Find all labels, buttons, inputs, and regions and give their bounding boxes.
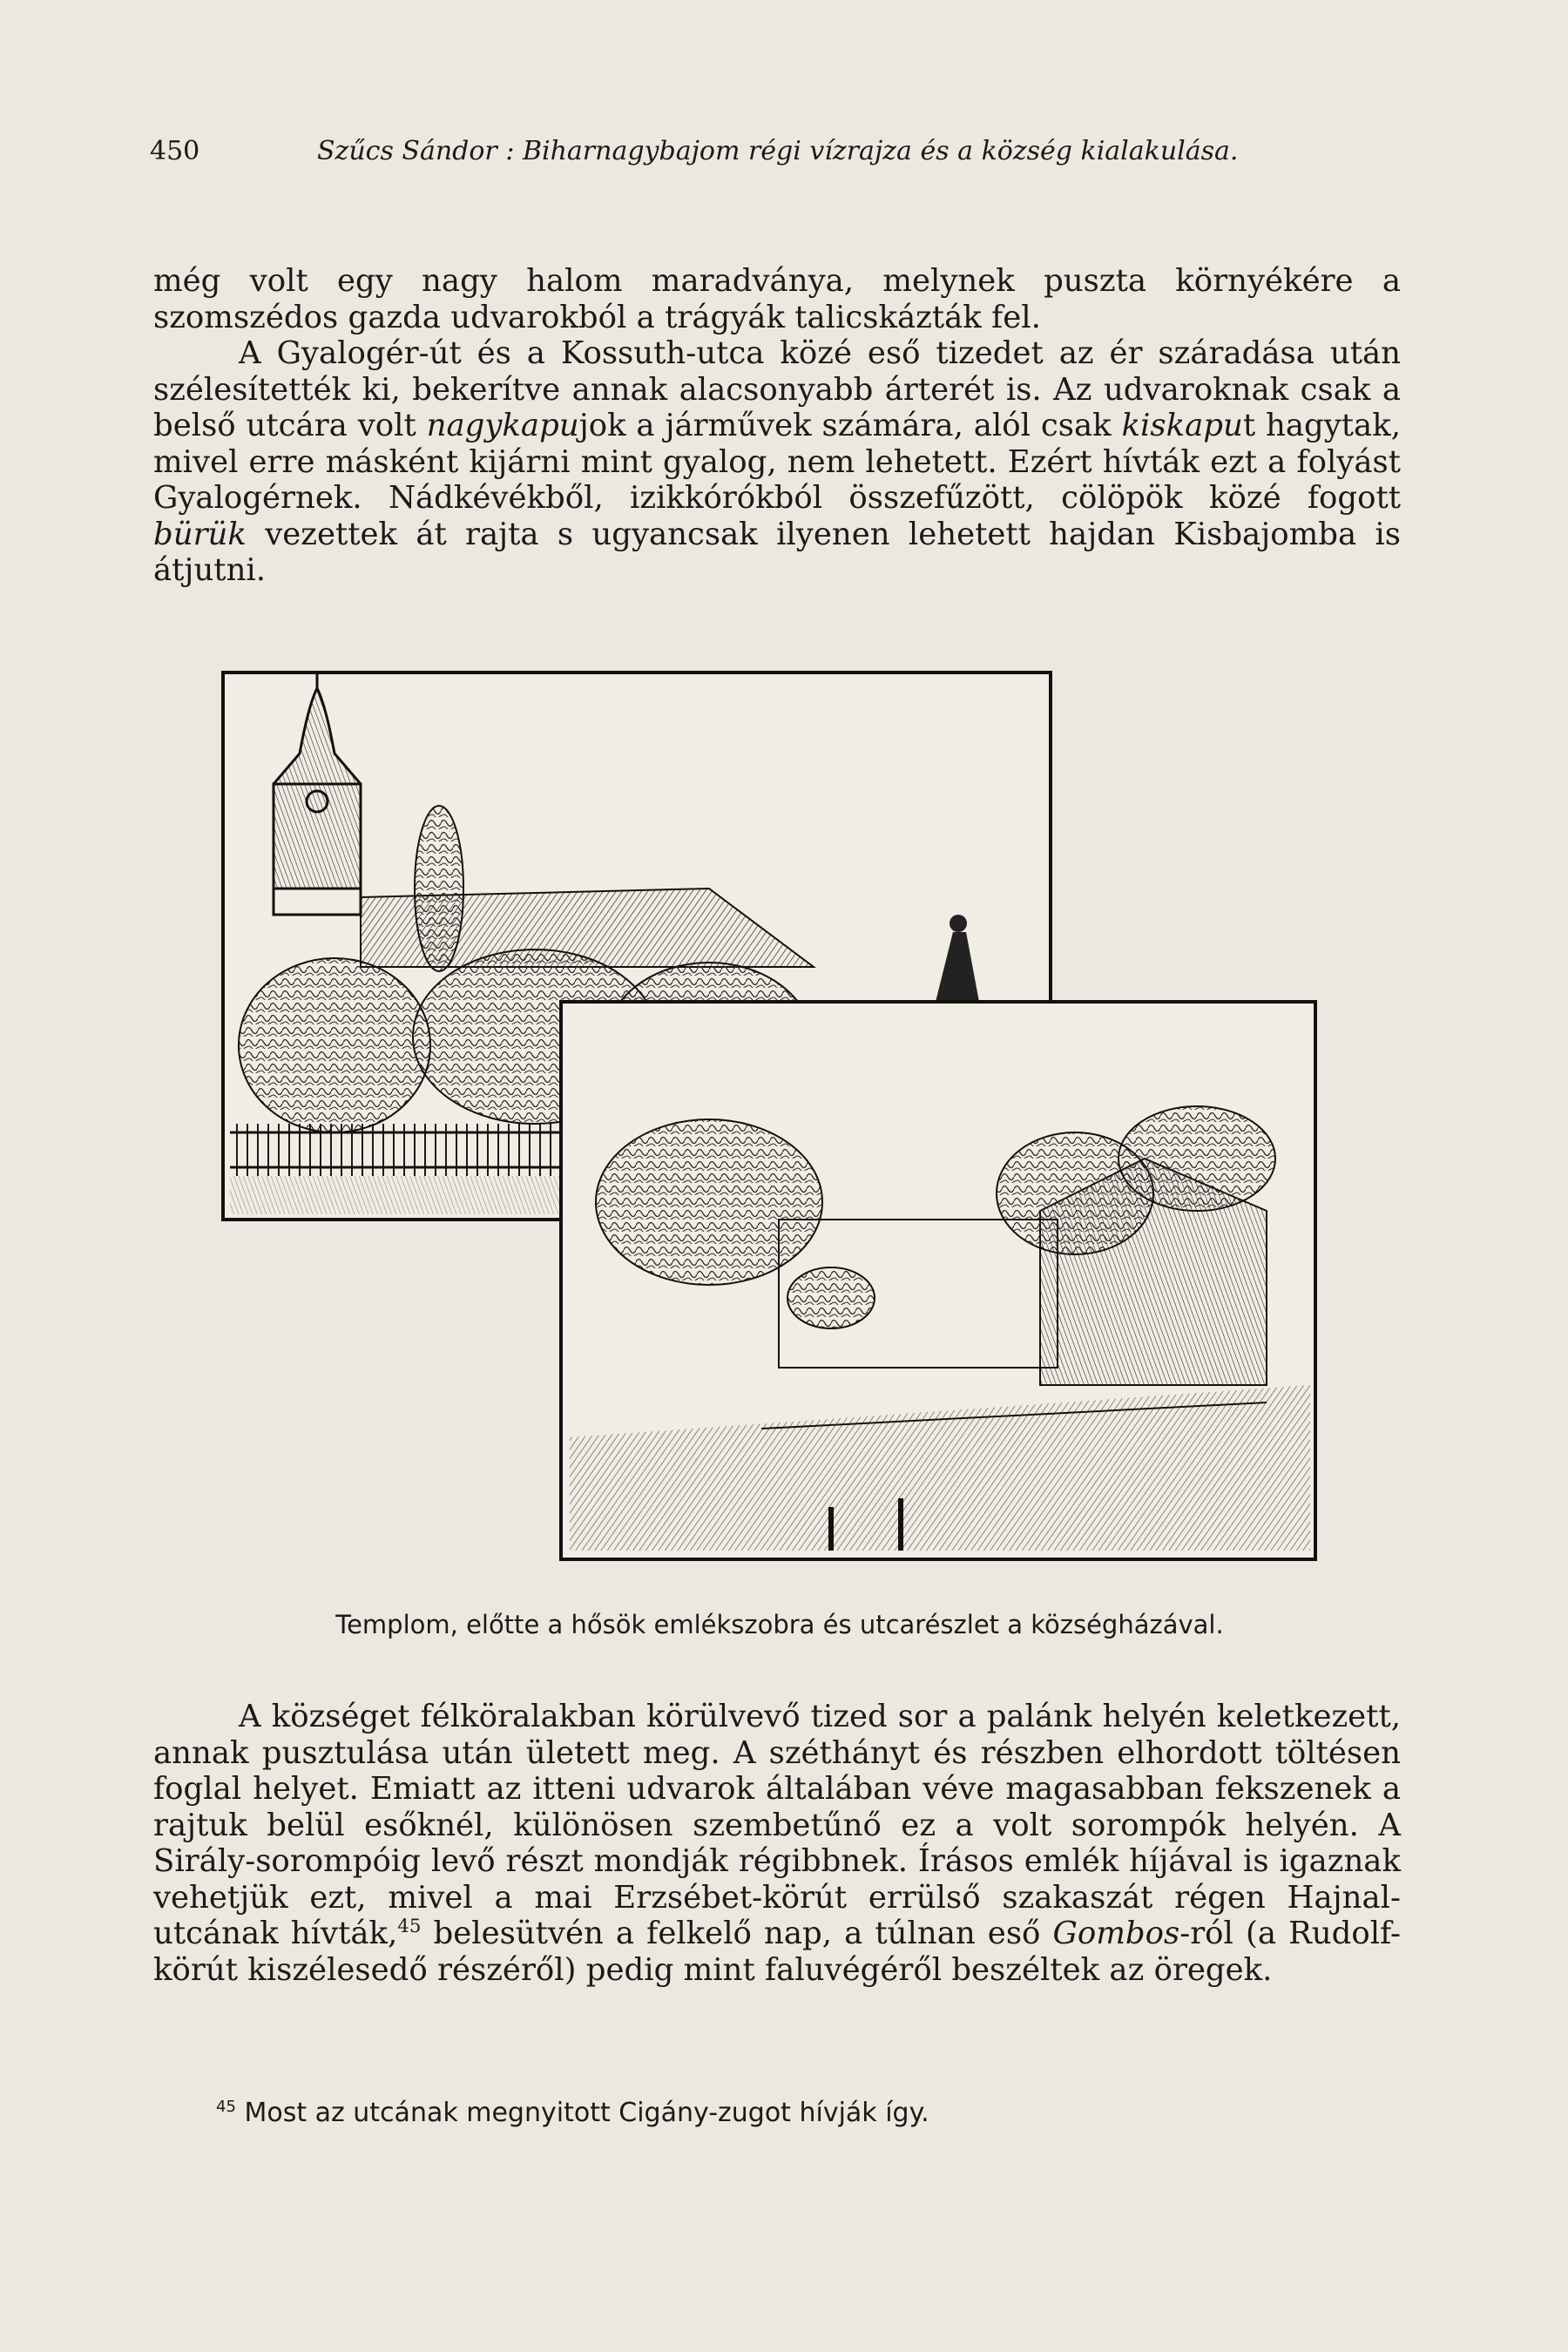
- footnote-reference[interactable]: 45: [397, 1916, 422, 1938]
- figure-caption: Templom, előtte a hősök emlékszobra és utcarészlet a községházával.: [335, 1610, 1224, 1639]
- illustration: [221, 671, 1319, 1568]
- paragraph-1-text-c: t hagytak, mivel erre másként kijárni mint gyalog, nem lehetett. Ezért hívták ezt a folyást Gyalogérnek. Nádkévékből, izikkórókból összefűzött, cölöpök közé fogott: [153, 408, 1401, 516]
- term-buruk: bürük: [153, 516, 247, 552]
- paragraph-1: [153, 263, 1401, 589]
- paragraph-2-body: [153, 1699, 1401, 1988]
- footnote-number: 45: [216, 2098, 236, 2116]
- paragraph-2: [153, 1699, 1401, 1988]
- paragraph-2-text-c: -ról (a Rudolf-körút kiszélesedő részéről) pedig mint faluvégéről beszéltek az öregek.: [153, 1916, 1401, 1988]
- paragraph-1-line1: még volt egy nagy halom maradványa, melynek puszta környékére a szomszédos gazda udvarokból a trágyák talicskázták fel.: [153, 263, 1401, 335]
- footnote-text: Most az utcának megnyitott Cigány-zugot hívják így.: [244, 2098, 929, 2128]
- term-gombos: Gombos: [1052, 1916, 1180, 1951]
- paragraph-1-text-a: A Gyalogér-út és a Kossuth-utca közé eső tizedet az ér száradása után szélesítették ki, bekerítve annak alacsonyabb árterét is. Az udvaroknak csak a belső utcára volt: [153, 335, 1401, 443]
- term-nagykapu: nagykapu: [426, 408, 579, 443]
- running-title: Szűcs Sándor : Biharnagybajom régi vízrajza és a község kialakulása.: [317, 136, 1239, 166]
- paragraph-1-text-b: jok a járművek számára, alól csak: [578, 408, 1122, 443]
- paragraph-1-body: [153, 335, 1401, 589]
- term-kiskapu: kiskapu: [1121, 408, 1243, 443]
- street-drawing: [561, 1002, 1315, 1559]
- paragraph-2-text-b: belesütvén a felkelő nap, a túlnan eső: [421, 1916, 1053, 1951]
- paragraph-1-text-d: vezettek át rajta s ugyancsak ilyenen lehetett hajdan Kisbajomba is átjutni.: [153, 516, 1401, 588]
- page-header: [150, 136, 1404, 179]
- page-number: 450: [150, 136, 200, 166]
- footnote: [216, 2098, 1348, 2128]
- paragraph-2-text-a: A községet félköralakban körülvevő tized sor a palánk helyén keletkezett, annak pusztulása után ületett meg. A széthányt és részben elhordott töltésen foglal helyet. Emiatt az itteni udvarok általában véve magasabban fekszenek a rajtuk belül esőknél, különösen szembetűnő ez a volt sorompók helyén. A Sirály-sorompóig levő részt mondják régibbnek. Írásos emlék híjával is igaznak vehetjük ezt, mivel a mai Erzsébet-körút errülső szakaszát régen Hajnal-utcának hívták,: [153, 1699, 1401, 1951]
